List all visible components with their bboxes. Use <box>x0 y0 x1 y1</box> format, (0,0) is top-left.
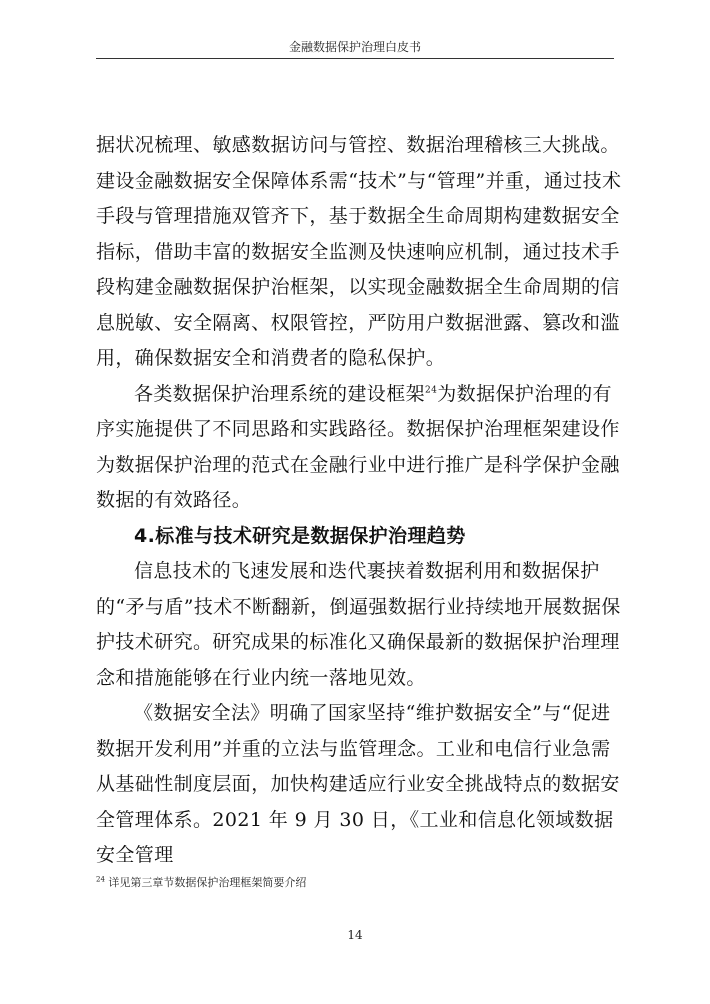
paragraph-2-text-before: 各类数据保护治理系统的建设框架 <box>134 382 426 405</box>
paragraph-1: 据状况梳理、敏感数据访问与管控、数据治理稽核三大挑战。建设金融数据安全保障体系需“技术”与“管理”并重，通过技术手段与管理措施双管齐下，基于数据全生命周期构建数据安全指标，借助丰富的数据安全监测及快速响应机制，通过技术手段构建金融数据保护治框架，以实现金融数据全生命周期的信息脱敏、安全隔离、权限管控，严防用户数据泄露、篡改和滥用，确保数据安全和消费者的隐私保护。 <box>96 134 622 369</box>
paragraph-2 <box>96 377 626 519</box>
page-number: 14 <box>347 928 363 942</box>
footnote <box>96 874 306 890</box>
paragraph-4: 《数据安全法》明确了国家坚持“维护数据安全”与“促进数据开发利用”并重的立法与监管理念。工业和电信行业急需从基础性制度层面，加快构建适应行业安全挑战特点的数据安全管理体系。2021 年 9 月 30 日，《工业和信息化领域数据安全管理 <box>96 702 620 866</box>
footnote-number: 24 <box>96 875 105 884</box>
paragraph-2-text-after: 为数据保护治理的有序实施提供了不同思路和实践路径。数据保护治理框架建设作为数据保护治理的范式在金融行业中进行推广是科学保护金融数据的有效路径。 <box>96 382 620 511</box>
main-content <box>96 128 626 874</box>
page-header-title: 金融数据保护治理白皮书 <box>288 40 421 54</box>
footnote-reference[interactable]: 24 <box>425 385 438 396</box>
section-heading: 4.标准与技术研究是数据保护治理趋势 <box>134 524 466 547</box>
header-divider <box>96 58 614 59</box>
footnote-text: 详见第三章节数据保护治理框架简要介绍 <box>108 876 307 889</box>
paragraph-3: 信息技术的飞速发展和迭代裹挟着数据利用和数据保护的“矛与盾”技术不断翻新，倒逼强数据行业持续地开展数据保护技术研究。研究成果的标准化又确保最新的数据保护治理理念和措施能够在行业内统一落地见效。 <box>96 560 621 689</box>
